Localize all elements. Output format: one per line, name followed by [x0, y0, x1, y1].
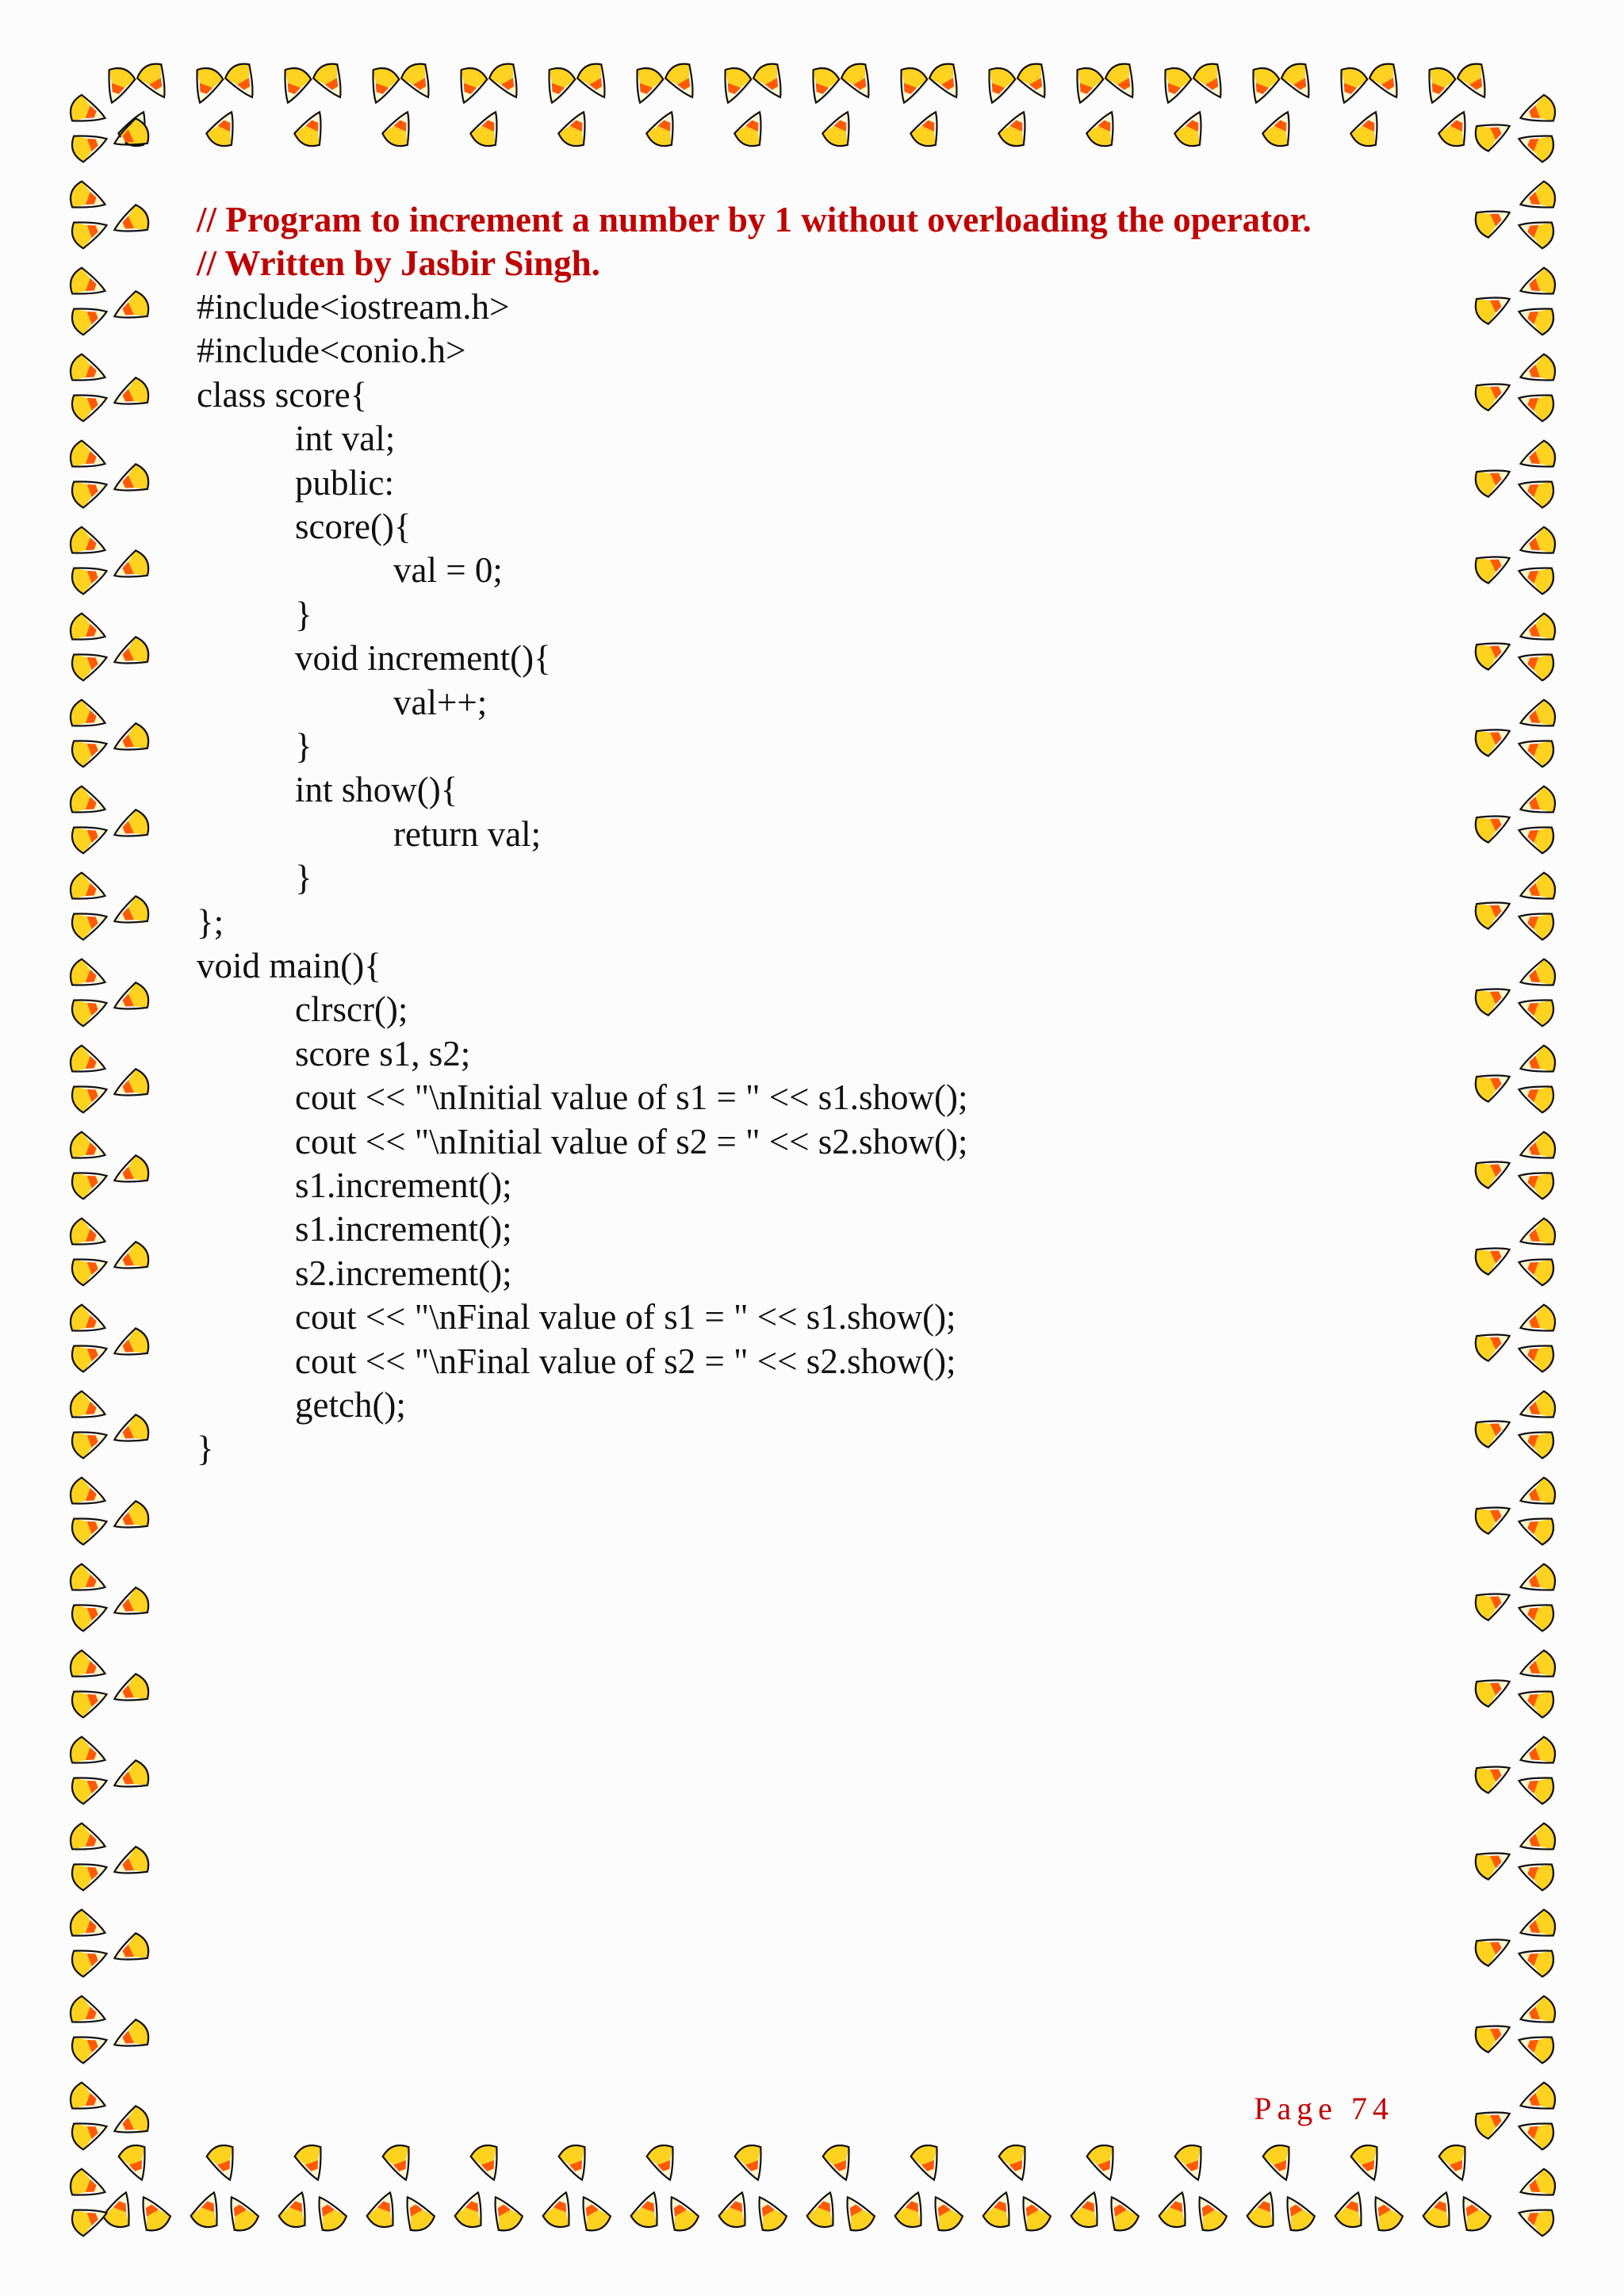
candy-corn-icon [1364, 2191, 1406, 2235]
candy-corn-icon [68, 1595, 111, 1633]
candy-corn-icon [557, 2141, 595, 2184]
candy-corn-icon [109, 1931, 152, 1971]
candy-corn-icon [575, 59, 617, 104]
page-number: Page 74 [1254, 2091, 1394, 2126]
candy-corn-icon [1516, 1648, 1559, 1686]
candy-corn-icon [1515, 2200, 1557, 2238]
candy-corn-icon [1191, 59, 1233, 104]
candy-corn-icon [67, 1475, 109, 1513]
candy-corn-icon [1472, 286, 1515, 327]
candy-corn-icon [1012, 2191, 1054, 2235]
candy-corn-icon [101, 2188, 139, 2231]
candy-corn-icon [1188, 2191, 1230, 2235]
candy-corn-icon [751, 59, 793, 104]
candy-corn-icon [1069, 2188, 1107, 2231]
candy-corn-icon [67, 1821, 109, 1859]
candy-corn-icon [803, 64, 841, 107]
candy-corn-icon [67, 1216, 109, 1254]
candy-corn-icon [1515, 299, 1557, 337]
candy-corn-icon [68, 299, 111, 337]
candy-corn-icon [109, 1844, 152, 1885]
candy-corn-icon [220, 2191, 262, 2235]
candy-corn-icon [109, 461, 152, 502]
candy-corn-icon [67, 1130, 109, 1168]
candy-corn-icon [645, 2141, 683, 2184]
candy-corn-icon [1349, 2141, 1387, 2184]
code-line: class score{ [197, 374, 368, 415]
candy-corn-icon [1515, 990, 1557, 1028]
candy-corn-icon [67, 611, 109, 649]
candy-corn-icon [1472, 1669, 1515, 1709]
candy-corn-icon [1472, 1842, 1515, 1882]
code-line: } [295, 726, 312, 766]
candy-corn-icon [68, 1336, 111, 1374]
candy-corn-icon [1472, 891, 1515, 932]
candy-corn-icon [1516, 1303, 1559, 1341]
candy-corn-icon [1516, 525, 1559, 563]
candy-corn-icon [1516, 1908, 1559, 1946]
candy-corn-icon [67, 1303, 109, 1341]
code-line: getch(); [295, 1385, 406, 1425]
candy-corn-icon [539, 64, 577, 107]
candy-corn-icon [1515, 1941, 1557, 1979]
candy-corn-icon [1472, 459, 1515, 499]
candy-corn-icon [109, 202, 152, 243]
candy-corn-icon [68, 2027, 111, 2065]
candy-corn-icon [223, 59, 265, 104]
candy-corn-icon [109, 1153, 152, 1193]
code-line: } [295, 594, 312, 634]
candy-corn-icon [68, 1422, 111, 1460]
candy-corn-icon [1419, 64, 1457, 107]
code-line: void main(){ [197, 946, 381, 985]
candy-corn-icon [1515, 1336, 1557, 1374]
candy-corn-icon [205, 2141, 243, 2184]
candy-corn-icon [109, 1239, 152, 1280]
candy-corn-icon [1516, 1735, 1559, 1773]
candy-corn-icon [1172, 106, 1212, 150]
candy-corn-icon [1515, 817, 1557, 855]
candy-corn-icon [67, 1562, 109, 1600]
candy-corn-icon [135, 59, 177, 104]
candy-corn-icon [1367, 59, 1409, 104]
candy-corn-icon [1155, 64, 1193, 107]
candy-corn-icon [67, 352, 109, 390]
program-title-comment: // Program to increment a number by 1 without overloading the operator. [197, 200, 1312, 239]
candy-corn-icon [109, 634, 152, 675]
code-line: #include<conio.h> [197, 331, 466, 371]
candy-corn-icon [1515, 1854, 1557, 1892]
candy-corn-icon [68, 731, 111, 769]
candy-corn-icon [68, 2114, 111, 2152]
candy-corn-icon [1472, 200, 1515, 240]
candy-corn-icon [1157, 2188, 1195, 2231]
candy-corn-icon [292, 106, 332, 150]
candy-corn-icon [1455, 59, 1497, 104]
candy-corn-icon [68, 126, 111, 164]
candy-corn-icon [1516, 1994, 1559, 2032]
candy-corn-icon [1515, 645, 1557, 683]
candy-corn-icon [109, 2103, 152, 2144]
code-line: cout << "\nInitial value of s2 = " << s2.show(); [295, 1121, 968, 1161]
candy-corn-icon [109, 548, 152, 588]
candy-corn-icon [820, 106, 860, 150]
candy-corn-icon [469, 2141, 507, 2184]
candy-corn-icon [717, 2188, 755, 2231]
candy-corn-icon [68, 817, 111, 855]
candy-corn-icon [68, 1941, 111, 1979]
candy-corn-icon [541, 2188, 579, 2231]
candy-corn-icon [68, 1163, 111, 1201]
candy-corn-icon [109, 1066, 152, 1107]
candy-corn-icon [67, 2080, 109, 2118]
candy-corn-icon [109, 289, 152, 329]
candy-corn-icon [1100, 2191, 1142, 2235]
candy-corn-icon [748, 2191, 790, 2235]
candy-corn-icon [556, 106, 596, 150]
candy-corn-icon [1276, 2191, 1318, 2235]
candy-corn-icon [451, 64, 489, 107]
code-line: public: [295, 462, 394, 503]
candy-corn-icon [1472, 1755, 1515, 1796]
candy-corn-icon [399, 59, 441, 104]
candy-corn-icon [821, 2141, 859, 2184]
candy-corn-icon [1516, 698, 1559, 736]
candy-corn-icon [979, 64, 1017, 107]
candy-corn-icon [189, 2188, 227, 2231]
candy-corn-icon [68, 1077, 111, 1115]
candy-corn-icon [1331, 64, 1369, 107]
candy-corn-icon [67, 525, 109, 563]
candy-corn-icon [715, 64, 753, 107]
candy-corn-icon [67, 266, 109, 304]
candy-corn-icon [109, 1412, 152, 1452]
candy-corn-icon [1067, 64, 1105, 107]
candy-corn-icon [1015, 59, 1057, 104]
candy-corn-icon [99, 64, 137, 107]
candy-corn-icon [1245, 2188, 1283, 2231]
candy-corn-icon [1515, 1768, 1557, 1806]
candy-corn-icon [997, 2141, 1035, 2184]
candy-corn-icon [1515, 1682, 1557, 1720]
candy-corn-icon [132, 2191, 174, 2235]
author-comment: // Written by Jasbir Singh. [197, 243, 600, 283]
candy-corn-icon [68, 904, 111, 942]
candy-corn-icon [1516, 784, 1559, 822]
candy-corn-icon [627, 64, 665, 107]
candy-corn-icon [1472, 1150, 1515, 1191]
candy-corn-icon [67, 1389, 109, 1427]
candy-corn-icon [1515, 1077, 1557, 1115]
candy-corn-icon [1472, 1582, 1515, 1623]
candy-corn-icon [839, 59, 881, 104]
candy-corn-icon [1472, 978, 1515, 1018]
code-line: int show(){ [295, 770, 458, 810]
code-line: }; [197, 901, 224, 942]
candy-corn-icon [1516, 266, 1559, 304]
candy-corn-icon [1333, 2188, 1371, 2231]
candy-corn-icon [1516, 1389, 1559, 1427]
candy-corn-icon [1516, 871, 1559, 909]
candy-corn-icon [1472, 2015, 1515, 2055]
code-line: s1.increment(); [295, 1209, 512, 1249]
candy-corn-icon [68, 1854, 111, 1892]
candy-corn-icon [1516, 2080, 1559, 2118]
candy-corn-icon [453, 2188, 491, 2231]
candy-corn-icon [1472, 1237, 1515, 1277]
candy-corn-icon [1515, 904, 1557, 942]
candy-corn-icon [660, 2191, 702, 2235]
candy-corn-icon [1084, 106, 1124, 150]
candy-corn-icon [805, 2188, 843, 2231]
candy-corn-icon [67, 438, 109, 476]
candy-corn-icon [1515, 558, 1557, 596]
candy-corn-icon [109, 721, 152, 761]
candy-corn-icon [1472, 1928, 1515, 1969]
candy-corn-icon [67, 93, 109, 131]
candy-corn-icon [109, 1758, 152, 1798]
code-line: s1.increment(); [295, 1165, 512, 1205]
candy-corn-icon [1243, 64, 1281, 107]
candy-corn-icon [109, 807, 152, 848]
candy-corn-icon [468, 106, 508, 150]
candy-corn-icon [109, 1498, 152, 1539]
candy-corn-icon [1261, 2141, 1299, 2184]
code-line: s2.increment(); [295, 1253, 512, 1293]
candy-corn-icon [363, 64, 401, 107]
candy-corn-icon [117, 2141, 155, 2184]
candy-corn-icon [67, 1735, 109, 1773]
candy-corn-icon [396, 2191, 438, 2235]
candy-corn-icon [109, 375, 152, 415]
candy-corn-icon [67, 2167, 109, 2205]
code-line: cout << "\nInitial value of s1 = " << s1.show(); [295, 1077, 968, 1118]
candy-corn-icon [1515, 472, 1557, 510]
candy-corn-icon [732, 106, 772, 150]
candy-corn-icon [1515, 2027, 1557, 2065]
candy-corn-icon [1516, 438, 1559, 476]
candy-corn-icon [1515, 1422, 1557, 1460]
candy-corn-icon [68, 1768, 111, 1806]
candy-corn-icon [67, 784, 109, 822]
code-line: return val; [393, 813, 542, 854]
candy-corn-icon [1515, 385, 1557, 423]
candy-corn-icon [308, 2191, 350, 2235]
candy-corn-icon [1348, 106, 1388, 150]
candy-corn-icon [1516, 1475, 1559, 1513]
candy-corn-icon [891, 64, 929, 107]
candy-corn-icon [1472, 113, 1515, 154]
candy-corn-icon [67, 698, 109, 736]
candy-corn-icon [1421, 2188, 1459, 2231]
candy-corn-icon [109, 894, 152, 934]
candy-corn-icon [1472, 1410, 1515, 1450]
candy-corn-icon [109, 1671, 152, 1712]
candy-corn-icon [1472, 545, 1515, 586]
candy-corn-icon [1472, 1323, 1515, 1364]
candy-corn-icon [67, 1994, 109, 2032]
candy-corn-icon [187, 64, 225, 107]
candy-corn-icon [1515, 2114, 1557, 2152]
candy-corn-icon [1516, 1043, 1559, 1081]
candy-corn-icon [484, 2191, 526, 2235]
candy-corn-icon [68, 1509, 111, 1547]
candy-corn-icon [1515, 1163, 1557, 1201]
candy-corn-icon [109, 980, 152, 1020]
candy-corn-icon [927, 59, 969, 104]
candy-corn-icon [572, 2191, 614, 2235]
candy-corn-icon [1436, 106, 1477, 150]
code-line: cout << "\nFinal value of s2 = " << s2.show(); [295, 1341, 956, 1381]
candy-corn-icon [1103, 59, 1145, 104]
candy-corn-icon [893, 2188, 931, 2231]
candy-corn-icon [68, 472, 111, 510]
candy-corn-icon [1515, 1509, 1557, 1547]
candy-corn-icon [67, 1908, 109, 1946]
code-line: } [295, 858, 312, 898]
candy-corn-icon [981, 2188, 1019, 2231]
candy-corn-icon [1472, 1064, 1515, 1104]
candy-corn-icon [109, 1585, 152, 1625]
candy-corn-icon [1260, 106, 1300, 150]
candy-corn-icon [68, 1249, 111, 1288]
code-line: score s1, s2; [295, 1033, 471, 1073]
candy-corn-icon [311, 59, 353, 104]
candy-corn-icon [908, 106, 948, 150]
candy-corn-icon [996, 106, 1036, 150]
candy-corn-icon [1516, 352, 1559, 390]
candy-corn-icon [1437, 2141, 1475, 2184]
candy-corn-icon [1516, 1562, 1559, 1600]
candy-corn-icon [109, 1326, 152, 1366]
candy-corn-icon [67, 871, 109, 909]
candy-corn-icon [365, 2188, 403, 2231]
candy-corn-icon [68, 990, 111, 1028]
candy-corn-icon [1472, 718, 1515, 759]
candy-corn-icon [1515, 1595, 1557, 1633]
candy-corn-icon [1452, 2191, 1494, 2235]
candy-corn-icon [1516, 957, 1559, 995]
candy-corn-icon [1472, 373, 1515, 413]
candy-corn-icon [1516, 1821, 1559, 1859]
candy-corn-icon [68, 558, 111, 596]
candy-corn-icon [1516, 93, 1559, 131]
code-line: int val; [295, 419, 396, 459]
candy-corn-icon [68, 645, 111, 683]
candy-corn-icon [381, 2141, 419, 2184]
candy-corn-icon [67, 957, 109, 995]
candy-corn-icon [1515, 212, 1557, 251]
code-line: void increment(){ [295, 638, 551, 679]
candy-corn-icon [109, 2017, 152, 2057]
candy-corn-icon [1515, 1249, 1557, 1288]
candy-corn-icon [1472, 632, 1515, 672]
candy-corn-icon [275, 64, 313, 107]
code-line: clrscr(); [295, 989, 408, 1030]
code-line: score(){ [295, 507, 412, 546]
code-line: } [197, 1429, 214, 1469]
candy-corn-icon [1516, 2167, 1559, 2205]
candy-corn-icon [67, 1043, 109, 1081]
candy-corn-icon [293, 2141, 331, 2184]
candy-corn-icon [1085, 2141, 1123, 2184]
candy-corn-icon [644, 106, 684, 150]
candy-corn-icon [1515, 731, 1557, 769]
code-line: val++; [393, 682, 488, 722]
candy-corn-icon [909, 2141, 947, 2184]
candy-corn-icon [68, 212, 111, 251]
candy-corn-icon [1472, 1496, 1515, 1536]
candy-corn-icon [1516, 611, 1559, 649]
candy-corn-icon [487, 59, 529, 104]
candy-corn-icon [380, 106, 420, 150]
candy-corn-icon [629, 2188, 667, 2231]
candy-corn-icon [1472, 2101, 1515, 2141]
candy-corn-icon [67, 179, 109, 217]
candy-corn-icon [1516, 1216, 1559, 1254]
candy-corn-icon [277, 2188, 315, 2231]
candy-corn-icon [1173, 2141, 1211, 2184]
candy-corn-icon [68, 1682, 111, 1720]
candy-corn-icon [1472, 805, 1515, 845]
code-line: val = 0; [393, 550, 503, 591]
candy-corn-icon [68, 385, 111, 423]
candy-corn-icon [663, 59, 705, 104]
candy-corn-icon [1516, 179, 1559, 217]
candy-corn-icon [733, 2141, 771, 2184]
candy-corn-icon [204, 106, 244, 150]
candy-corn-icon [1515, 126, 1557, 164]
code-line: #include<iostream.h> [197, 287, 510, 327]
candy-corn-icon [924, 2191, 966, 2235]
candy-corn-icon [1516, 1130, 1559, 1168]
candy-corn-icon [67, 1648, 109, 1686]
candy-corn-icon [836, 2191, 878, 2235]
code-line: cout << "\nFinal value of s1 = " << s1.show(); [295, 1297, 956, 1337]
candy-corn-icon [1279, 59, 1321, 104]
